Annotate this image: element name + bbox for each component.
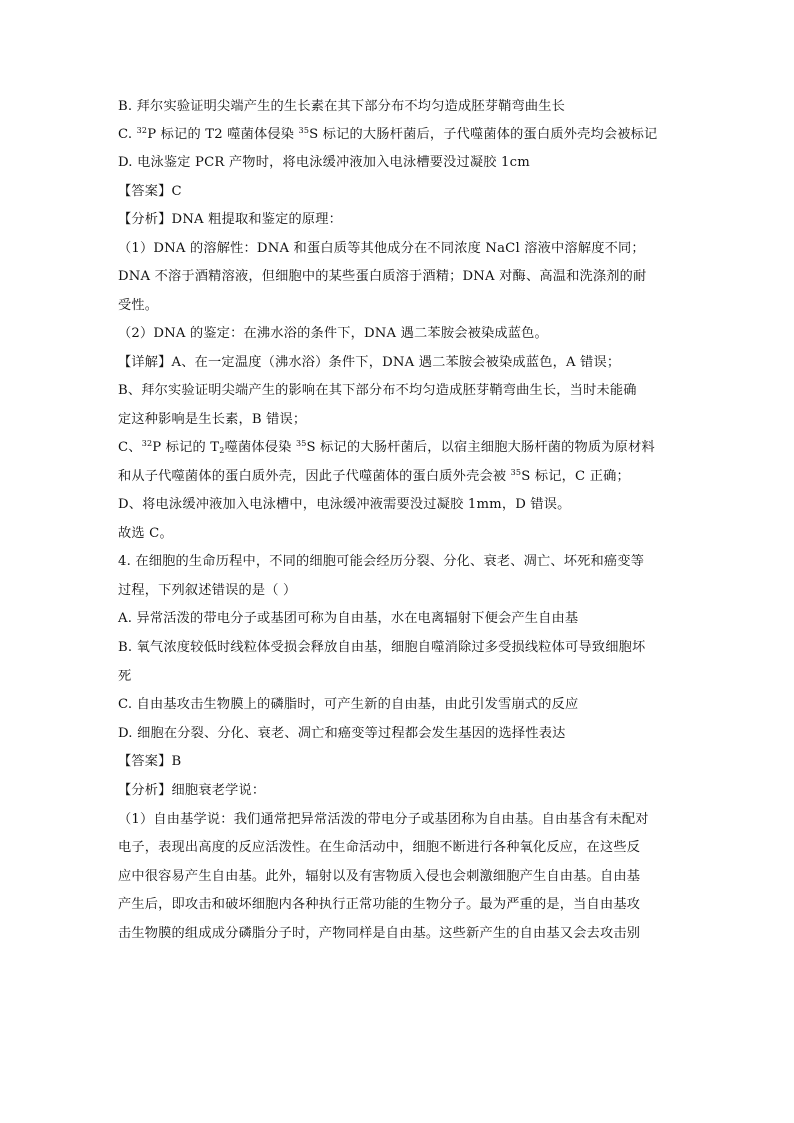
superscript: 32 bbox=[136, 126, 148, 135]
text-segment: 【答案】B bbox=[118, 754, 182, 769]
superscript: 35 bbox=[510, 468, 522, 477]
text-segment: 过程，下列叙述错误的是（ ） bbox=[118, 583, 297, 598]
text-segment: P 标记的 T bbox=[152, 440, 220, 455]
text-segment: A. 异常活泼的带电分子或基团可称为自由基，水在电离辐射下便会产生自由基 bbox=[118, 611, 579, 626]
text-line bbox=[118, 668, 131, 686]
text-line bbox=[118, 610, 578, 628]
text-segment: 击生物膜的组成成分磷脂分子时，产物同样是自由基。这些新产生的自由基又会去攻击别 bbox=[118, 926, 641, 941]
text-segment: （1）自由基学说：我们通常把异常活泼的带电分子或基团称为自由基。自由基含有未配对 bbox=[118, 812, 649, 827]
text-segment: DNA 不溶于酒精溶液，但细胞中的某些蛋白质溶于酒精；DNA 对酶、高温和洗涤剂的耐 bbox=[118, 269, 647, 284]
text-segment: 4. 在细胞的生命历程中，不同的细胞可能会经历分裂、分化、衰老、凋亡、坏死和癌变等 bbox=[118, 554, 645, 569]
text-line bbox=[118, 525, 173, 543]
text-segment: （2）DNA 的鉴定：在沸水浴的条件下，DNA 遇二苯胺会被染成蓝色。 bbox=[118, 326, 548, 341]
text-segment: 应中很容易产生自由基。此外，辐射以及有害物质入侵也会刺激细胞产生自由基。自由基 bbox=[118, 869, 641, 884]
text-segment: C、 bbox=[118, 440, 142, 455]
text-segment: S 标记的大肠杆菌后，以宿主细胞大肠杆菌的物质为原材料 bbox=[306, 440, 655, 455]
superscript: 35 bbox=[298, 126, 310, 135]
text-line bbox=[118, 325, 548, 343]
text-segment: （1）DNA 的溶解性：DNA 和蛋白质等其他成分在不同浓度 NaCl 溶液中溶解度不同； bbox=[118, 241, 645, 256]
text-segment: S 标记的大肠杆菌后，子代噬菌体的蛋白质外壳均会被标记 bbox=[309, 127, 658, 142]
text-line bbox=[118, 297, 158, 315]
text-segment: D、将电泳缓冲液加入电泳槽中，电泳缓冲液需要没过凝胶 1mm，D 错误。 bbox=[118, 497, 571, 512]
text-line bbox=[118, 639, 645, 657]
text-segment: B. 拜尔实验证明尖端产生的生长素在其下部分布不均匀造成胚芽鞘弯曲生长 bbox=[118, 99, 566, 114]
text-line bbox=[118, 839, 640, 857]
text-line bbox=[118, 868, 640, 886]
superscript: 35 bbox=[295, 439, 307, 448]
text-line bbox=[118, 553, 644, 571]
text-segment: 和从子代噬菌体的蛋白质外壳，因此子代噬菌体的蛋白质外壳会被 bbox=[118, 469, 511, 484]
text-segment: 【分析】DNA 粗提取和鉴定的原理： bbox=[118, 212, 343, 227]
text-line bbox=[118, 782, 265, 800]
text-segment: C. 自由基攻击生物膜上的磷脂时，可产生新的自由基，由此引发雪崩式的反应 bbox=[118, 697, 579, 712]
text-line bbox=[118, 696, 578, 714]
text-segment: P 标记的 T2 噬菌体侵染 bbox=[147, 127, 299, 142]
text-segment: 【答案】C bbox=[118, 184, 182, 199]
text-segment: B. 氧气浓度较低时线粒体受损会释放自由基，细胞自噬消除过多受损线粒体可导致细胞坏 bbox=[118, 640, 646, 655]
superscript: 32 bbox=[141, 439, 153, 448]
text-line bbox=[118, 468, 630, 486]
text-line bbox=[118, 753, 181, 771]
text-line bbox=[118, 925, 640, 943]
text-line bbox=[118, 183, 182, 201]
text-line bbox=[118, 582, 296, 600]
text-segment: 受性。 bbox=[118, 298, 159, 313]
text-segment: B、拜尔实验证明尖端产生的影响在其下部分布不均匀造成胚芽鞘弯曲生长，当时未能确 bbox=[118, 383, 637, 398]
text-segment: 故选 C。 bbox=[118, 526, 173, 541]
text-line bbox=[118, 896, 640, 914]
text-segment: 【详解】A、在一定温度（沸水浴）条件下，DNA 遇二苯胺会被染成蓝色，A 错误； bbox=[118, 355, 621, 370]
text-line bbox=[118, 268, 646, 286]
text-line bbox=[118, 126, 657, 144]
text-line bbox=[118, 240, 645, 258]
text-segment: D. 电泳鉴定 PCR 产物时，将电泳缓冲液加入电泳槽要没过凝胶 1cm bbox=[118, 155, 530, 170]
text-line bbox=[118, 98, 565, 116]
text-line bbox=[118, 811, 649, 829]
text-line bbox=[118, 382, 637, 400]
subscript: 2 bbox=[219, 446, 225, 455]
text-line bbox=[118, 725, 565, 743]
text-line bbox=[118, 211, 342, 229]
text-segment: 产生后，即攻击和破坏细胞内各种执行正常功能的生物分子。最为严重的是，当自由基攻 bbox=[118, 897, 641, 912]
text-segment: C. bbox=[118, 127, 137, 142]
text-segment: 定这种影响是生长素，B 错误； bbox=[118, 412, 307, 427]
text-line bbox=[118, 354, 620, 372]
text-segment: 死 bbox=[118, 669, 132, 684]
text-line bbox=[118, 154, 530, 172]
text-segment: 【分析】细胞衰老学说： bbox=[118, 783, 266, 798]
text-segment: 噬菌体侵染 bbox=[224, 440, 296, 455]
text-segment: D. 细胞在分裂、分化、衰老、凋亡和癌变等过程都会发生基因的选择性表达 bbox=[118, 726, 566, 741]
text-segment: 电子，表现出高度的反应活泼性。在生命活动中，细胞不断进行各种氧化反应，在这些反 bbox=[118, 840, 641, 855]
text-line bbox=[118, 496, 571, 514]
text-segment: S 标记，C 正确； bbox=[521, 469, 630, 484]
text-line bbox=[118, 411, 306, 429]
text-line bbox=[118, 439, 655, 457]
